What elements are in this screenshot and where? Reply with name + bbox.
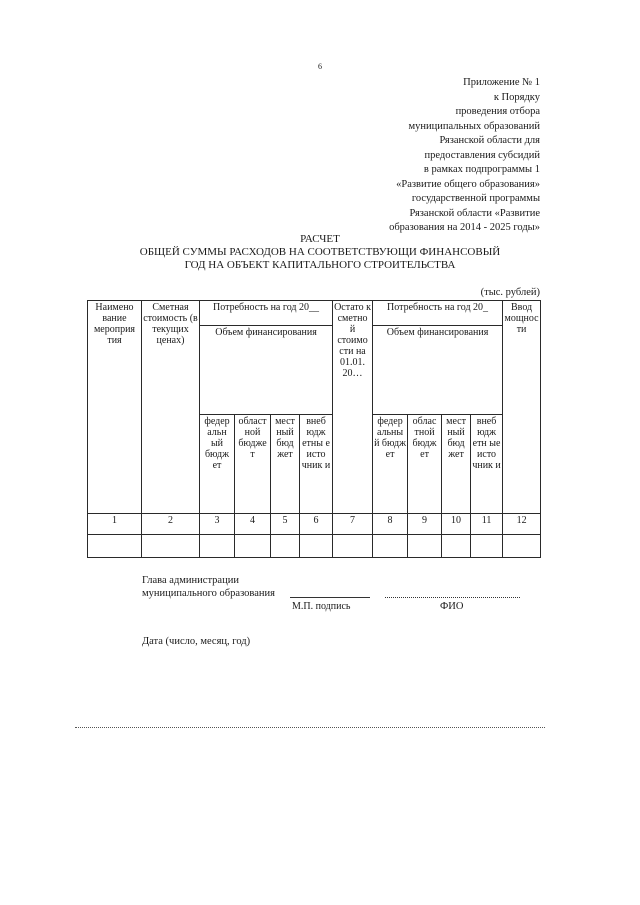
column-number: 5 — [271, 514, 300, 535]
appendix-line: Рязанской области для — [439, 135, 540, 146]
bottom-divider — [75, 727, 545, 728]
appendix-line: в рамках подпрограммы 1 — [423, 164, 540, 175]
appendix-line: Приложение № 1 — [463, 77, 540, 88]
signature-line — [290, 597, 370, 598]
column-number: 12 — [503, 514, 541, 535]
column-number: 7 — [333, 514, 373, 535]
header-name: Наимено вание мероприя тия — [88, 301, 142, 514]
table-cell — [142, 535, 200, 558]
sub-extra-1: внеб юдж етны е исто чник и — [300, 415, 333, 514]
table-row — [88, 535, 541, 558]
appendix-header — [310, 76, 540, 236]
sub-federal-1: федер альн ый бюдж ет — [200, 415, 235, 514]
appendix-line: государственной программы — [411, 193, 540, 204]
column-number: 8 — [373, 514, 408, 535]
name-line — [385, 597, 520, 598]
table-cell — [442, 535, 471, 558]
appendix-line: «Развитие общего образования» — [396, 178, 540, 190]
column-number: 3 — [200, 514, 235, 535]
signature-municipality: муниципального образования — [142, 588, 275, 599]
column-number: 11 — [471, 514, 503, 535]
table-cell — [235, 535, 271, 558]
date-caption: Дата (число, месяц, год) — [142, 636, 251, 647]
page-number: 6 — [318, 62, 322, 71]
table-cell — [503, 535, 541, 558]
table-cell — [271, 535, 300, 558]
header-remainder: Остато к сметно й стоимо сти на 01.01. 20… — [333, 301, 373, 514]
appendix-line: Рязанской области «Развитие — [409, 207, 540, 219]
header-need-year-1: Потребность на год 20__ — [200, 301, 333, 326]
table-cell — [300, 535, 333, 558]
table-cell — [200, 535, 235, 558]
title-line-1: РАСЧЕТ — [300, 233, 340, 245]
document-title — [100, 233, 540, 272]
appendix-line: проведения отбора — [455, 106, 540, 117]
column-number: 2 — [142, 514, 200, 535]
header-funding-1: Объем финансирования — [200, 326, 333, 415]
appendix-line: предоставления субсидий — [424, 149, 540, 161]
title-line-3: ГОД НА ОБЪЕКТ КАПИТАЛЬНОГО СТРОИТЕЛЬСТВА — [184, 259, 456, 271]
calculation-table — [87, 300, 541, 558]
table-cell — [408, 535, 442, 558]
table-cell — [471, 535, 503, 558]
sub-regional-2: облас тной бюдж ет — [408, 415, 442, 514]
table-cell — [333, 535, 373, 558]
column-number: 10 — [442, 514, 471, 535]
sub-federal-2: федер альны й бюдж ет — [373, 415, 408, 514]
header-capacity: Ввод мощнос ти — [503, 301, 541, 514]
header-need-year-2: Потребность на год 20_ — [373, 301, 503, 326]
sub-local-2: мест ный бюд жет — [442, 415, 471, 514]
signature-caption: М.П. подпись — [292, 601, 351, 612]
column-number: 9 — [408, 514, 442, 535]
sub-extra-2: внеб юдж етн ые исто чник и — [471, 415, 503, 514]
column-number: 4 — [235, 514, 271, 535]
units-label: (тыс. рублей) — [480, 287, 540, 298]
table-cell — [88, 535, 142, 558]
column-number: 1 — [88, 514, 142, 535]
appendix-line: к Порядку — [493, 91, 540, 103]
table-cell — [373, 535, 408, 558]
column-number: 6 — [300, 514, 333, 535]
sub-regional-1: област ной бюдже т — [235, 415, 271, 514]
header-cost: Сметная стоимость (в текущих ценах) — [142, 301, 200, 514]
sub-local-1: мест ный бюд жет — [271, 415, 300, 514]
appendix-line: муниципальных образований — [408, 120, 540, 132]
appendix-line: образования на 2014 - 2025 годы» — [389, 222, 540, 233]
name-caption: ФИО — [440, 601, 464, 612]
title-line-2: ОБЩЕЙ СУММЫ РАСХОДОВ НА СООТВЕТСТВУЮЩИ ФИНАНСОВЫЙ — [139, 246, 501, 258]
signature-head-title: Глава администрации — [142, 575, 239, 586]
header-funding-2: Объем финансирования — [373, 326, 503, 415]
